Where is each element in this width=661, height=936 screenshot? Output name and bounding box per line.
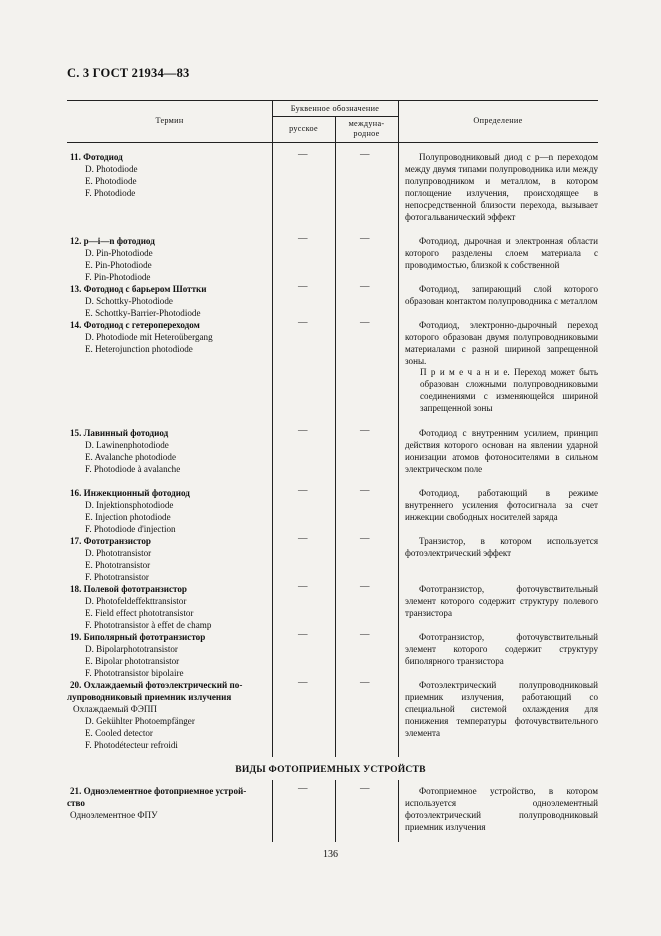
international-dash: —	[360, 534, 370, 544]
international-dash: —	[360, 318, 370, 328]
international-dash: —	[360, 486, 370, 496]
definition: Транзистор, в котором используется фотоэлектрический эффект	[405, 536, 598, 559]
term-synonym: F. Pin-Photodiode	[85, 272, 151, 282]
international-dash: —	[360, 678, 370, 688]
term-synonym: D. Injektionsphotodiode	[85, 500, 174, 510]
term-synonym: F. Photodiode à avalanche	[85, 464, 181, 474]
term-synonym: D. Phototransistor	[85, 548, 152, 558]
term-synonym: D. Gekühlter Photoempfänger	[85, 716, 195, 726]
table-top-rule	[67, 100, 598, 101]
term-title: 16. Инжекционный фотодиод	[70, 488, 190, 498]
russian-dash: —	[298, 282, 308, 292]
term-synonym: F. Photodiode d'injection	[85, 524, 176, 534]
term-synonym: E. Avalanche photodiode	[85, 452, 176, 462]
term-title: 19. Биполярный фототранзистор	[70, 632, 206, 642]
term-synonym: E. Heterojunction photodiode	[85, 344, 193, 354]
term-title: 12. p—i—n фотодиод	[70, 236, 155, 246]
russian-dash: —	[298, 678, 308, 688]
term-abbreviation: Охлаждаемый ФЭПП	[73, 704, 157, 714]
russian-dash: —	[298, 318, 308, 328]
term-title-continued: ство	[67, 798, 85, 808]
term-title: 14. Фотодиод с гетеропереходом	[70, 320, 200, 330]
term-title: 11. Фотодиод	[70, 152, 123, 162]
term-synonym: E. Pin-Photodiode	[85, 260, 152, 270]
term-title: 13. Фотодиод с барьером Шоттки	[70, 284, 207, 294]
term-synonym: F. Photodiode	[85, 188, 136, 198]
definition: Фототранзистор, фоточувствительный элемент которого содержит структуру полевого транзистора	[405, 584, 598, 619]
term-synonym: E. Injection photodiode	[85, 512, 171, 522]
russian-dash: —	[298, 426, 308, 436]
definition: Фотоприемное устройство, в котором используется одноэлементный фотоэлектрический полупроводниковый приемник излучения	[405, 786, 598, 833]
international-dash: —	[360, 234, 370, 244]
header-international-2: родное	[353, 129, 380, 138]
column-divider-term	[272, 100, 273, 757]
term-title: 21. Одноэлементное фотоприемное устрой-	[70, 786, 247, 796]
definition: Полупроводниковый диод с p—n переходом между двумя типами полупроводника или между полупроводником и металлом, в котором поглощение излучения, происходящее в непосредственной близости перехода, вызывает фотогальванический эффект	[405, 152, 598, 223]
header-term: Термин	[155, 116, 184, 125]
column-divider-international-2	[398, 780, 399, 842]
column-divider-international	[398, 100, 399, 757]
header-bottom-rule	[67, 142, 598, 143]
column-divider-russian-2	[335, 780, 336, 842]
russian-dash: —	[298, 150, 308, 160]
international-dash: —	[360, 150, 370, 160]
term-abbreviation: Одноэлементное ФПУ	[70, 810, 158, 820]
column-divider-term-2	[272, 780, 273, 842]
term-title-continued: лупроводниковый приемник излучения	[67, 692, 232, 702]
definition: Фотоэлектрический полупроводниковый приемник излучения, работающий со специальной системой охлаждения для понижения температуры фоточувствительного элемента	[405, 680, 598, 739]
international-dash: —	[360, 582, 370, 592]
term-title: 17. Фототранзистор	[70, 536, 151, 546]
term-synonym: E. Bipolar phototransistor	[85, 656, 180, 666]
term-title: 20. Охлаждаемый фотоэлектрический по-	[70, 680, 243, 690]
term-synonym: F. Phototransistor bipolaire	[85, 668, 184, 678]
section-title: ВИДЫ ФОТОПРИЕМНЫХ УСТРОЙСТВ	[235, 764, 426, 775]
definition: Фотодиод, запирающий слой которого образован контактом полупроводника с металлом	[405, 284, 598, 307]
definition-note: П р и м е ч а н и е. Переход может быть образован сложными полупроводниковыми соединениями с изменяющейся шириной запрещенной зоны	[420, 367, 598, 414]
term-synonym: D. Photodiode mit Heteroübergang	[85, 332, 213, 342]
term-synonym: D. Photofeldeffekttransistor	[85, 596, 187, 606]
term-synonym: E. Schottky-Barrier-Photodiode	[85, 308, 201, 318]
term-synonym: E. Phototransistor	[85, 560, 151, 570]
international-dash: —	[360, 426, 370, 436]
header-international-1: междуна-	[348, 119, 385, 128]
russian-dash: —	[298, 234, 308, 244]
definition: Фотодиод, работающий в режиме внутреннего усиления фотосигнала за счет инжекции свободных носителей заряда	[405, 488, 598, 523]
term-synonym: E. Photodiode	[85, 176, 137, 186]
definition: Фототранзистор, фоточувствительный элемент которого содержит структуру биполярного транзистора	[405, 632, 598, 667]
definition: Фотодиод, электронно-дырочный переход которого образован двумя полупроводниковыми материалами с разной шириной запрещенной зоны.	[405, 320, 598, 367]
russian-dash: —	[298, 784, 308, 794]
term-synonym: D. Bipolarphototransistor	[85, 644, 178, 654]
header-definition: Определение	[473, 116, 523, 125]
term-synonym: D. Pin-Photodiode	[85, 248, 153, 258]
russian-dash: —	[298, 486, 308, 496]
term-synonym: D. Lawinenphotodiode	[85, 440, 169, 450]
term-synonym: E. Field effect phototransistor	[85, 608, 194, 618]
term-synonym: F. Phototransistor à effet de champ	[85, 620, 212, 630]
term-synonym: F. Phototransistor	[85, 572, 149, 582]
russian-dash: —	[298, 582, 308, 592]
header-letter-designation: Буквенное обозначение	[290, 104, 380, 113]
term-synonym: E. Cooled detector	[85, 728, 153, 738]
international-dash: —	[360, 282, 370, 292]
term-synonym: D. Photodiode	[85, 164, 138, 174]
page-number: 136	[323, 849, 338, 860]
page-header: С. 3 ГОСТ 21934—83	[67, 66, 190, 80]
term-title: 15. Лавинный фотодиод	[70, 428, 169, 438]
russian-dash: —	[298, 630, 308, 640]
header-russian: русское	[289, 124, 318, 133]
column-divider-russian	[335, 116, 336, 757]
russian-dash: —	[298, 534, 308, 544]
definition: Фотодиод с внутренним усилием, принцип действия которого основан на явлении ударной ионизации атомов фотоносителями в сильном электрическом поле	[405, 428, 598, 475]
international-dash: —	[360, 630, 370, 640]
international-dash: —	[360, 784, 370, 794]
term-title: 18. Полевой фототранзистор	[70, 584, 187, 594]
definition: Фотодиод, дырочная и электронная области которого разделены слоем материала с проводимостью, близкой к собственной	[405, 236, 598, 271]
term-synonym: D. Schottky-Photodiode	[85, 296, 173, 306]
term-synonym: F. Photodétecteur refroidi	[85, 740, 178, 750]
